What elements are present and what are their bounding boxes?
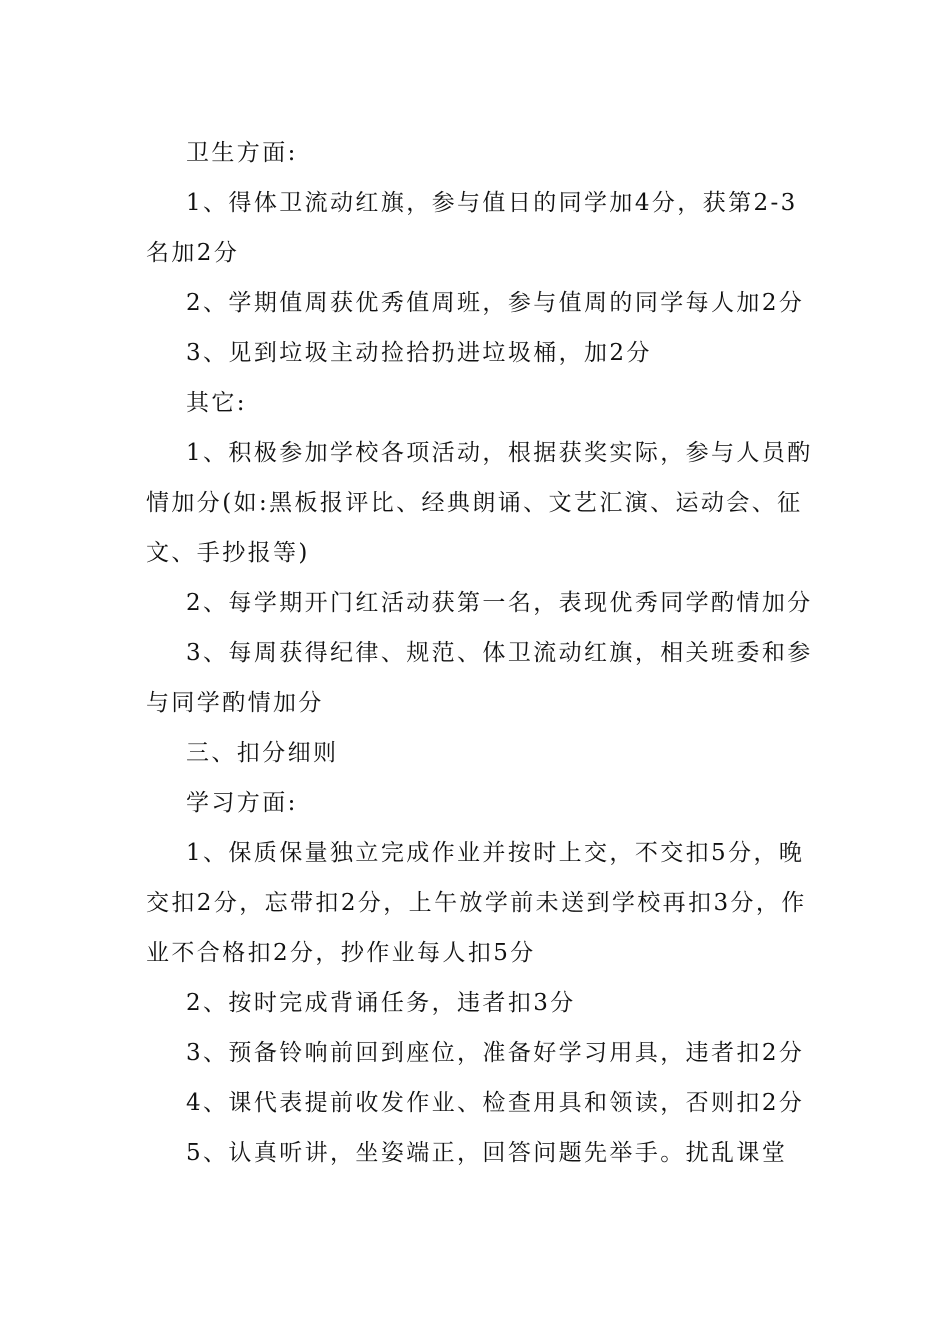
section-heading-hygiene: 卫生方面: <box>186 140 298 166</box>
other-item-2: 2、每学期开门红活动获第一名，表现优秀同学酌情加分 <box>186 590 813 616</box>
study-item-4: 4、课代表提前收发作业、检查用具和领读，否则扣2分 <box>186 1090 805 1116</box>
other-item-1: 1、积极参加学校各项活动，根据获奖实际，参与人员酌情加分(如:黑板报评比、经典朗诵、文艺汇演、运动会、征文、手抄报等) <box>146 440 813 566</box>
section-heading-other: 其它: <box>186 390 247 416</box>
section-heading-deduction: 三、扣分细则 <box>186 740 339 766</box>
hygiene-item-2: 2、学期值周获优秀值周班，参与值周的同学每人加2分 <box>186 290 805 316</box>
section-heading-study: 学习方面: <box>186 790 298 816</box>
study-item-2: 2、按时完成背诵任务，违者扣3分 <box>186 990 576 1016</box>
hygiene-item-3: 3、见到垃圾主动捡拾扔进垃圾桶，加2分 <box>186 340 652 366</box>
study-item-3: 3、预备铃响前回到座位，准备好学习用具，违者扣2分 <box>186 1040 805 1066</box>
study-item-5: 5、认真听讲，坐姿端正，回答问题先举手。扰乱课堂 <box>186 1140 788 1166</box>
hygiene-item-1: 1、得体卫流动红旗，参与值日的同学加4分，获第2-3名加2分 <box>146 190 798 266</box>
study-item-1: 1、保质保量独立完成作业并按时上交，不交扣5分，晚交扣2分，忘带扣2分，上午放学前未送到学校再扣3分，作业不合格扣2分，抄作业每人扣5分 <box>146 840 807 966</box>
other-item-3: 3、每周获得纪律、规范、体卫流动红旗，相关班委和参与同学酌情加分 <box>146 640 813 716</box>
document-body <box>146 128 818 1178</box>
